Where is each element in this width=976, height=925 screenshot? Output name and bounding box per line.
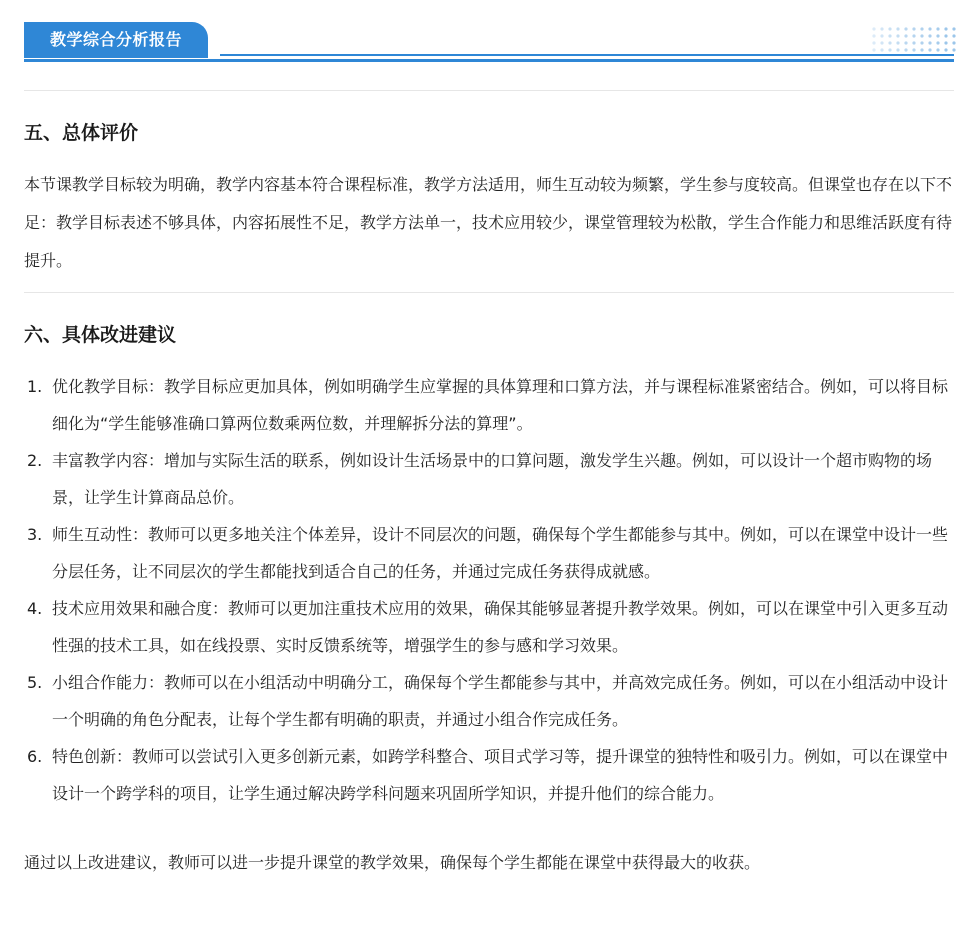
list-item	[24, 738, 954, 812]
overall-evaluation-text: 本节课教学目标较为明确，教学内容基本符合课程标准，教学方法适用，师生互动较为频繁，学生参与度较高。但课堂也存在以下不足：教学目标表述不够具体，内容拓展性不足，教学方法单一，技术应用较少，课堂管理较为松散，学生合作能力和思维活跃度有待提升。	[24, 175, 953, 270]
list-item-number: 4.	[27, 599, 43, 618]
list-item-text: 小组合作能力：教师可以在小组活动中明确分工，确保每个学生都能参与其中，并高效完成任务。例如，可以在小组活动中设计一个明确的角色分配表，让每个学生都有明确的职责，并通过小组合作完成任务。	[52, 673, 949, 729]
section-divider	[24, 90, 954, 91]
list-item-number: 1.	[27, 377, 43, 396]
header-rule-top	[220, 54, 954, 56]
closing-summary-text: 通过以上改进建议，教师可以进一步提升课堂的教学效果，确保每个学生都能在课堂中获得最大的收获。	[24, 853, 761, 872]
list-item	[24, 516, 954, 590]
header-rule	[24, 59, 954, 62]
section-heading-overall-evaluation: 五、总体评价	[24, 122, 139, 144]
report-title: 教学综合分析报告	[24, 22, 208, 58]
report-header	[0, 0, 976, 70]
list-item-number: 3.	[27, 525, 43, 544]
section-heading-improvement-suggestions: 六、具体改进建议	[24, 324, 177, 346]
suggestion-list	[24, 368, 954, 812]
list-item-text: 技术应用效果和融合度：教师可以更加注重技术应用的效果，确保其能够显著提升教学效果。例如，可以在课堂中引入更多互动性强的技术工具，如在线投票、实时反馈系统等，增强学生的参与感和学习效果。	[52, 599, 949, 655]
list-item-text: 丰富教学内容：增加与实际生活的联系，例如设计生活场景中的口算问题，激发学生兴趣。例如，可以设计一个超市购物的场景，让学生计算商品总价。	[52, 451, 933, 507]
list-item	[24, 442, 954, 516]
list-item	[24, 664, 954, 738]
dot-grid-icon	[872, 26, 956, 52]
list-item-text: 特色创新：教师可以尝试引入更多创新元素，如跨学科整合、项目式学习等，提升课堂的独特性和吸引力。例如，可以在课堂中设计一个跨学科的项目，让学生通过解决跨学科问题来巩固所学知识，并提升他们的综合能力。	[52, 747, 949, 803]
section-divider	[24, 292, 954, 293]
list-item-text: 师生互动性：教师可以更多地关注个体差异，设计不同层次的问题，确保每个学生都能参与其中。例如，可以在课堂中设计一些分层任务，让不同层次的学生都能找到适合自己的任务，并通过完成任务获得成就感。	[52, 525, 949, 581]
list-item-text: 优化教学目标：教学目标应更加具体，例如明确学生应掌握的具体算理和口算方法，并与课程标准紧密结合。例如，可以将目标细化为“学生能够准确口算两位数乘两位数，并理解拆分法的算理”。	[52, 377, 949, 433]
list-item-number: 5.	[27, 673, 43, 692]
list-item-number: 2.	[27, 451, 43, 470]
list-item-number: 6.	[27, 747, 43, 766]
list-item	[24, 590, 954, 664]
list-item	[24, 368, 954, 442]
